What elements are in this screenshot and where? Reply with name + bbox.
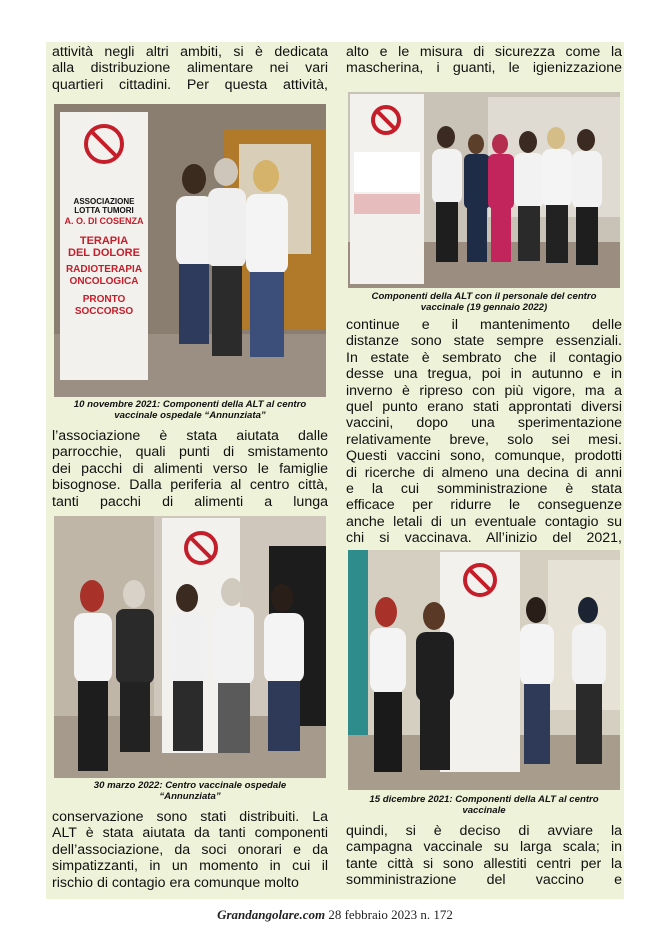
right-top-paragraph	[346, 44, 622, 77]
text-line: mascherina, i guanti, le igienizzazione	[346, 60, 622, 77]
text-line: dell’associazione, da soci onorari e da	[52, 841, 328, 858]
photo-scene	[348, 92, 620, 288]
text-line: In estate è sembrato che il contagio	[346, 349, 622, 366]
banner-org-3: A. O. DI COSENZA	[64, 216, 144, 226]
caption-line: vaccinale (19 gennaio 2022)	[420, 302, 548, 313]
text-line: campagna vaccinale su larga scala; in	[346, 839, 622, 856]
text-line: efficace per ridurre le conseguenze	[346, 497, 622, 514]
photo-scene	[54, 516, 326, 778]
footer-date-issue: 28 febbraio 2023 n. 172	[325, 907, 453, 922]
banner-svc-4: ONCOLOGICA	[69, 276, 139, 287]
left-top-paragraph	[52, 44, 328, 93]
banner-svc-3: RADIOTERAPIA	[65, 264, 143, 275]
photo-scene	[348, 550, 620, 790]
text-line: simpatizzanti, in un momento in cui il	[52, 858, 328, 875]
banner-svc-6: SOCCORSO	[74, 306, 134, 317]
text-line: vaccini, dopo una sperimentazione	[346, 415, 622, 432]
photo-december-2021-caption	[346, 794, 622, 816]
photo-january-2022	[348, 92, 620, 288]
text-line: l’associazione è stata aiutata dalle	[52, 428, 328, 444]
text-line: quel punto erano stati approntati diversi	[346, 399, 622, 416]
photo-march-2022-caption	[52, 780, 328, 802]
page-panel	[46, 42, 624, 899]
text-line: somministrazione del vaccino e	[346, 872, 622, 889]
caption-line: vaccinale	[462, 805, 506, 816]
text-line: anche letali di un eventuale contagio su	[346, 513, 622, 530]
text-line: conservazione sono stati distribuiti. La	[52, 809, 328, 825]
photo-january-2022-caption	[346, 291, 622, 313]
photo-november-2021-caption	[52, 399, 328, 421]
photo-december-2021	[348, 550, 620, 790]
caption-line: 10 novembre 2021: Componenti della ALT al centro	[73, 399, 307, 410]
text-line: parrocchie, quali punti di smistamento	[52, 444, 328, 461]
text-line: continue e il mantenimento delle	[346, 317, 622, 333]
text-line: alla distribuzione alimentare nei vari	[52, 60, 328, 77]
text-line: inverno è ripreso con più vigore, ma a	[346, 382, 622, 399]
caption-line: vaccinale ospedale “Annunziata”	[114, 410, 266, 421]
banner-svc-5: PRONTO	[82, 294, 126, 305]
right-middle-paragraph	[346, 317, 622, 547]
photo-march-2022	[54, 516, 326, 778]
banner-svc-2: DEL DOLORE	[68, 247, 140, 259]
text-line: quindi, si è deciso di avviare la	[346, 823, 622, 839]
text-line: attività negli altri ambiti, si è dedicata	[52, 44, 328, 60]
photo-november-2021	[54, 104, 326, 397]
text-line: alto e le misura di sicurezza come la	[346, 44, 622, 60]
right-bottom-paragraph	[346, 823, 622, 889]
text-line: Questi vaccini sono, comunque, prodotti	[346, 448, 622, 465]
text-line: desse una tregua, poi in autunno e in	[346, 366, 622, 383]
text-line: e la cui somministrazione è stata	[346, 481, 622, 498]
text-line: tante città si sono allestiti centri per la	[346, 855, 622, 872]
left-bottom-paragraph	[52, 809, 328, 891]
caption-line: Componenti della ALT con il personale del centro	[371, 291, 597, 302]
banner-org-1: ASSOCIAZIONE	[73, 197, 135, 206]
text-line: quartieri cittadini. Per questa attività,	[52, 76, 328, 93]
text-line: rischio di contagio era comunque molto	[52, 874, 299, 891]
caption-line: 15 dicembre 2021: Componenti della ALT al centro	[369, 794, 599, 805]
caption-line: 30 marzo 2022: Centro vaccinale ospedale	[93, 780, 287, 791]
text-line: tanti pacchi di alimenti a lunga	[52, 493, 328, 510]
text-line: bisognose. Dalla periferia al centro città,	[52, 477, 328, 494]
banner-org-2: LOTTA TUMORI	[74, 206, 134, 215]
text-line: di ricerche di almeno una decina di anni	[346, 464, 622, 481]
text-line: ALT è stata aiutata da tanti componenti	[52, 825, 328, 842]
page-footer	[0, 907, 670, 923]
photo-scene	[54, 104, 326, 397]
text-line: distanze sono state sempre essenziali.	[346, 333, 622, 350]
text-line: dei pacchi di alimenti verso le famiglie	[52, 460, 328, 477]
footer-brand: Grandangolare.com	[217, 907, 326, 922]
caption-line: “Annunziata”	[159, 791, 221, 802]
left-middle-paragraph	[52, 428, 328, 510]
text-line: chi si vaccinava. All’inizio del 2021,	[346, 530, 622, 547]
text-line: relativamente breve, solo sei mesi.	[346, 431, 622, 448]
banner-svc-1: TERAPIA	[79, 235, 129, 247]
